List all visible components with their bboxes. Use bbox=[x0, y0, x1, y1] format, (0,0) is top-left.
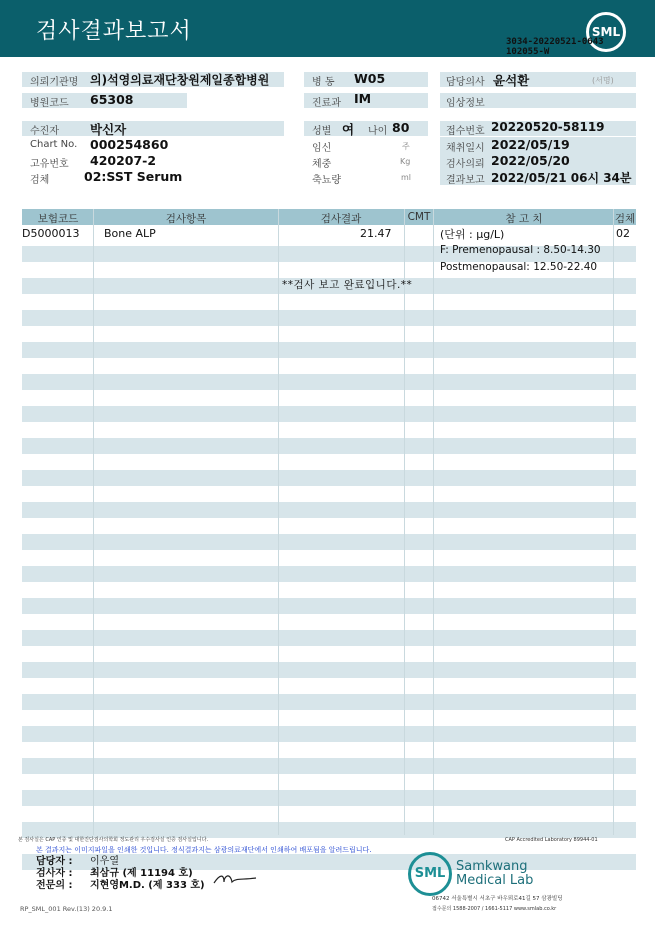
examiner-label: 검사자 : bbox=[36, 868, 73, 879]
header-test-item: 검사항목 bbox=[165, 213, 207, 225]
table-row bbox=[22, 310, 636, 326]
doctor-sign: (서명) bbox=[592, 76, 614, 85]
collect-label: 채취일시 bbox=[446, 143, 485, 154]
pregnancy-unit: 주 bbox=[402, 142, 410, 151]
hospital-code-value: 65308 bbox=[90, 92, 134, 107]
ward-value: W05 bbox=[354, 71, 386, 86]
cell-result: 21.47 bbox=[360, 227, 392, 240]
patient-field bbox=[22, 121, 284, 136]
cell-insurance-code: D5000013 bbox=[22, 227, 80, 240]
pregnancy-label: 임신 bbox=[312, 143, 332, 154]
report-label: 결과보고 bbox=[446, 175, 485, 186]
report-title: 검사결과보고서 bbox=[36, 19, 192, 44]
table-row bbox=[22, 694, 636, 710]
signature-icon bbox=[212, 870, 258, 886]
institution-label: 의뢰기관명 bbox=[30, 77, 79, 88]
cell-reference-postmenopausal: Postmenopausal: 12.50-22.40 bbox=[440, 261, 598, 273]
column-divider bbox=[613, 209, 614, 835]
cell-test-item: Bone ALP bbox=[104, 227, 156, 240]
urine-label: 축뇨량 bbox=[312, 175, 341, 186]
sex-value: 여 bbox=[342, 122, 355, 137]
age-label: 나이 bbox=[368, 126, 388, 137]
sex-label: 성별 bbox=[312, 126, 332, 137]
footer-blue-notice: 본 결과지는 이미지파일을 인쇄한 것입니다. 정식결과지는 삼광의료재단에서 인쇄하여 배포됨을 알려드립니다. bbox=[36, 846, 372, 854]
manager-label: 담당자 : bbox=[36, 856, 73, 867]
id-label: 고유번호 bbox=[30, 159, 69, 170]
column-divider bbox=[93, 209, 94, 835]
institution-value: 의)석영의료재단창원제일종합병원 bbox=[90, 73, 270, 87]
manager-value: 이우열 bbox=[90, 856, 119, 867]
table-row bbox=[22, 758, 636, 774]
id-value: 420207-2 bbox=[90, 153, 157, 168]
table-row bbox=[22, 790, 636, 806]
column-divider bbox=[278, 209, 279, 835]
column-divider bbox=[433, 209, 434, 835]
examiner-value: 최삼규 (제 11194 호) bbox=[90, 868, 193, 879]
sml-logo-icon: SML bbox=[586, 12, 626, 52]
chart-value: 000254860 bbox=[90, 137, 169, 152]
doctor-value: 윤석환 bbox=[493, 73, 530, 88]
table-row bbox=[22, 406, 636, 422]
specimen-label: 검체 bbox=[30, 175, 50, 186]
header-result: 검사결과 bbox=[320, 213, 362, 225]
dept-label: 진료과 bbox=[312, 98, 341, 109]
doctor-label: 담당의사 bbox=[446, 77, 485, 88]
cap-text: CAP Accredited Laboratory 89944-01 bbox=[505, 837, 598, 843]
collect-value: 2022/05/19 bbox=[491, 137, 570, 152]
request-value: 2022/05/20 bbox=[491, 153, 570, 168]
brand-name: Samkwang Medical Lab bbox=[456, 859, 534, 888]
header-specimen: 검체 bbox=[614, 213, 636, 225]
cell-specimen: 02 bbox=[616, 227, 630, 240]
table-row bbox=[22, 726, 636, 742]
request-label: 검사의뢰 bbox=[446, 159, 485, 170]
header-cmt: CMT bbox=[407, 211, 431, 223]
age-value: 80 bbox=[392, 120, 410, 135]
ward-label: 병 동 bbox=[312, 77, 335, 88]
report-number: 3034-20220521-0643 102055-W bbox=[506, 37, 604, 57]
table-row bbox=[22, 662, 636, 678]
table-row bbox=[22, 630, 636, 646]
clinical-label: 임상정보 bbox=[446, 98, 485, 109]
table-row bbox=[22, 502, 636, 518]
patient-label: 수진자 bbox=[30, 126, 59, 137]
cell-reference-premenopausal: F: Premenopausal : 8.50-14.30 bbox=[440, 244, 601, 256]
specialist-label: 전문의 : bbox=[36, 880, 73, 891]
table-row bbox=[22, 534, 636, 550]
table-row bbox=[22, 598, 636, 614]
footer-notice: 본 검사실은 CAP 인증 및 대한진단검사의학회 정도관리 우수검사실 인증 검사실입니다. bbox=[18, 837, 209, 843]
specimen-value: 02:SST Serum bbox=[84, 169, 183, 184]
header-reference: 참 고 치 bbox=[505, 213, 543, 225]
weight-unit: Kg bbox=[400, 157, 411, 166]
chart-label: Chart No. bbox=[30, 139, 78, 150]
table-row bbox=[22, 438, 636, 454]
report-complete-message: **검사 보고 완료입니다.** bbox=[282, 279, 413, 291]
table-row bbox=[22, 470, 636, 486]
header-insurance-code: 보험코드 bbox=[37, 213, 79, 225]
table-row bbox=[22, 374, 636, 390]
receipt-label: 접수번호 bbox=[446, 126, 485, 137]
hospital-code-label: 병원코드 bbox=[30, 98, 69, 109]
address: 06742 서울특별시 서초구 바우뫼로41길 57 삼광빌딩 bbox=[432, 896, 563, 902]
patient-value: 박신자 bbox=[90, 122, 127, 137]
column-divider bbox=[404, 209, 405, 835]
urine-unit: ml bbox=[401, 173, 412, 182]
report-value: 2022/05/21 06시 34분 bbox=[491, 171, 632, 185]
form-number: RP_SML_001 Rev.(13) 20.9.1 bbox=[20, 905, 113, 913]
dept-value: IM bbox=[354, 91, 372, 106]
sml-brand-logo-icon: SML bbox=[408, 852, 452, 896]
contact: 접수문의 1588-2007 / 1661-5117 www.smlab.co.kr bbox=[432, 906, 557, 912]
table-row bbox=[22, 566, 636, 582]
weight-label: 체중 bbox=[312, 159, 332, 170]
receipt-value: 20220520-58119 bbox=[491, 120, 605, 134]
table-row bbox=[22, 342, 636, 358]
cell-reference-unit: (단위 : μg/L) bbox=[440, 228, 505, 241]
specialist-value: 지현영M.D. (제 333 호) bbox=[90, 880, 205, 891]
